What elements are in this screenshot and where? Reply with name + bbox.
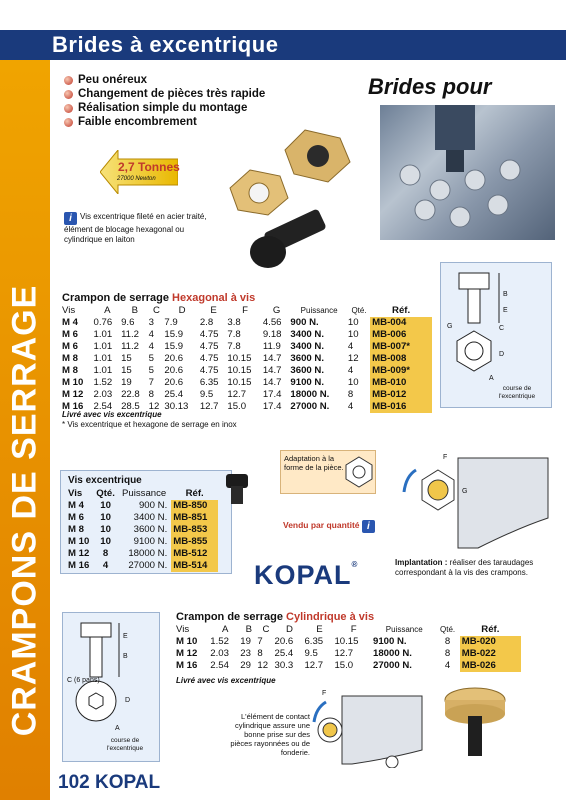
hex-clamp-image <box>210 120 360 290</box>
table-row: M 6 1.01 11.2 4 15.9 4.75 7.8 11.9 3400 N. 4 MB-007* <box>62 341 432 353</box>
table-row: M 16 2.54 28.5 12 30.13 12.7 15.0 17.4 27000 N. 4 MB-016 <box>62 401 432 413</box>
dim-g-label: G <box>447 323 453 330</box>
course-label-2: course de l'excentrique <box>106 737 144 752</box>
hex-table <box>62 305 432 413</box>
table-row: M 10 10 9100 N. MB-855 <box>68 536 218 548</box>
dim-d-label-2: D <box>125 697 131 704</box>
info-icon: i <box>64 212 77 225</box>
dim-a-label-2: A <box>115 725 120 732</box>
table-row: M 8 1.01 15 5 20.6 4.75 10.15 14.7 3600 N. 12 MB-008 <box>62 353 432 365</box>
table-row: M 16 4 27000 N. MB-514 <box>68 560 218 572</box>
bullet-icon <box>64 104 73 113</box>
implantation-diagram <box>398 448 558 554</box>
feature-item: Changement de pièces très rapide <box>64 87 265 101</box>
section-subtitle: Brides pour <box>368 74 492 99</box>
dim-e-label-2: E <box>123 633 128 640</box>
load-value: 2,7 Tonnes <box>118 160 180 174</box>
dim-g-label-2: G <box>462 488 468 495</box>
feature-item: Faible encombrement <box>64 115 265 129</box>
vis-table <box>68 488 218 572</box>
sold-by-quantity: Vendu par quantité i <box>283 520 378 533</box>
table-row: M 10 1.52 19 7 20.6 6.35 10.15 9100 N. 8 MB-020 <box>176 636 521 648</box>
implantation-text: Implantation : réaliser des taraudages correspondant à la vis des crampons. <box>395 558 534 577</box>
table-row: M 12 8 18000 N. MB-512 <box>68 548 218 560</box>
hex-diagram <box>440 262 552 408</box>
eccentric-screw-image <box>222 472 252 506</box>
feature-item: Peu onéreux <box>64 73 265 87</box>
sidebar-vertical-title: CRAMPONS DE SERRAGE <box>5 284 44 736</box>
bullet-icon <box>64 90 73 99</box>
table-row: M 10 1.52 19 7 20.6 6.35 10.15 14.7 9100 N. 10 MB-010 <box>62 377 432 389</box>
table-row: M 12 2.03 23 8 25.4 9.5 12.7 18000 N. 8 MB-022 <box>176 648 521 660</box>
dim-d-label: D <box>499 351 505 358</box>
dim-b-label-2: B <box>123 653 128 660</box>
cyl-table <box>176 624 521 672</box>
table-row: M 6 10 3400 N. MB-851 <box>68 512 218 524</box>
table-row: M 4 0.76 9.6 3 7.9 2.8 3.8 4.56 900 N. 10 MB-004 <box>62 317 432 329</box>
cyl-clamp-image <box>440 684 510 764</box>
hex-note-2: * Vis excentrique et hexagone de serrage en inox <box>62 420 237 429</box>
machining-photo <box>380 105 555 240</box>
info-note: i Vis excentrique fileté en acier traité, élément de blocage hexagonal ou cylindrique en laiton <box>64 212 207 244</box>
feature-item: Réalisation simple du montage <box>64 101 265 115</box>
contact-diagram <box>312 688 432 768</box>
page-number: 102 KOPAL <box>58 772 161 793</box>
hex-note-1: Livré avec vis excentrique <box>62 410 162 419</box>
table-header-row: Vis A B C D E F G Puissance Qté. Réf. <box>62 305 411 316</box>
bullet-icon <box>64 118 73 127</box>
cyl-diagram <box>62 612 160 762</box>
table-header-row: Vis A B C D E F Puissance Qté. Réf. <box>176 624 500 635</box>
dim-a-label: A <box>489 375 494 382</box>
contact-text: L'élément de contact cylindrique assure une bonne prise sur des pièces rayonnées ou de fonderie. <box>230 712 310 757</box>
load-newton: 27000 Newton <box>117 176 156 182</box>
table-header-row: Vis Qté. Puissance Réf. <box>68 488 204 499</box>
dim-f-label: F <box>443 454 448 461</box>
dim-c-label: C <box>499 325 505 332</box>
dim-e-label: E <box>503 307 508 314</box>
table-row: M 12 2.03 22.8 8 25.4 9.5 12.7 17.4 18000 N. 8 MB-012 <box>62 389 432 401</box>
hex-nut-icon <box>344 455 374 489</box>
cyl-note: Livré avec vis excentrique <box>176 676 276 685</box>
table-row: M 8 1.01 15 5 20.6 4.75 10.15 14.7 3600 N. 4 MB-009* <box>62 365 432 377</box>
kopal-logo: KOPAL® <box>254 560 359 590</box>
info-icon: i <box>362 520 375 533</box>
dim-f-label-2: F <box>322 690 327 697</box>
table-row: M 4 10 900 N. MB-850 <box>68 500 218 512</box>
page-title: Brides à excentrique <box>52 32 279 57</box>
table-row: M 6 1.01 11.2 4 15.9 4.75 7.8 9.18 3400 N. 10 MB-006 <box>62 329 432 341</box>
adaptation-text: Adaptation à la forme de la pièce. <box>284 454 344 472</box>
cyl-table-title: Crampon de serrage Cylindrique à vis <box>176 611 375 623</box>
table-row: M 8 10 3600 N. MB-853 <box>68 524 218 536</box>
hex-table-title: Crampon de serrage Hexagonal à vis <box>62 292 256 304</box>
bullet-icon <box>64 76 73 85</box>
vis-table-title: Vis excentrique <box>68 475 142 486</box>
dim-c-pans-label: C (6 pans) <box>67 677 100 684</box>
table-row: M 16 2.54 29 12 30.3 12.7 15.0 27000 N. 4 MB-026 <box>176 660 521 672</box>
course-label: course de l'excentrique <box>498 385 536 400</box>
dim-b-label: B <box>503 291 508 298</box>
